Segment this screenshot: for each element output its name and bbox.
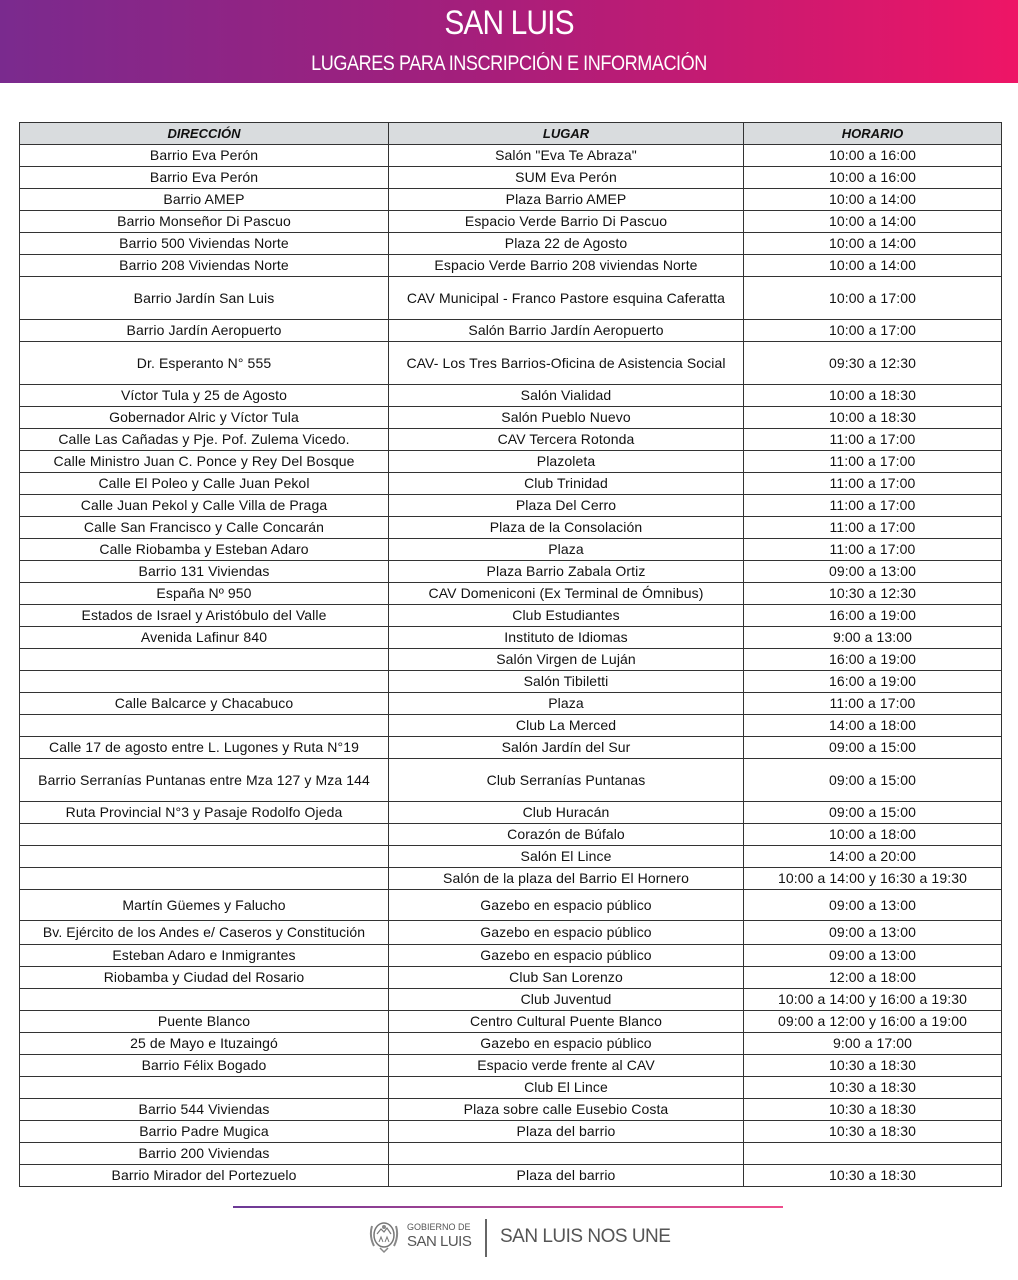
horario-cell: 11:00 a 17:00 <box>744 473 1002 495</box>
direccion-cell: Calle Juan Pekol y Calle Villa de Praga <box>20 495 389 517</box>
horario-cell: 9:00 a 17:00 <box>744 1033 1002 1055</box>
lugar-cell: Instituto de Idiomas <box>389 627 744 649</box>
direccion-cell: Barrio Mirador del Portezuelo <box>20 1165 389 1187</box>
lugar-cell: Plazoleta <box>389 451 744 473</box>
lugar-cell: Club Estudiantes <box>389 605 744 627</box>
column-header-direccion: DIRECCIÓN <box>20 123 389 145</box>
direccion-cell: Calle Balcarce y Chacabuco <box>20 693 389 715</box>
horario-cell: 10:00 a 18:00 <box>744 824 1002 846</box>
direccion-cell: Barrio Eva Perón <box>20 145 389 167</box>
table-row <box>20 802 1002 824</box>
horario-cell: 10:00 a 14:00 <box>744 189 1002 211</box>
table-row <box>20 1099 1002 1121</box>
lugar-cell: Plaza Del Cerro <box>389 495 744 517</box>
table-row <box>20 211 1002 233</box>
horario-cell: 10:00 a 14:00 <box>744 211 1002 233</box>
direccion-cell: Víctor Tula y 25 de Agosto <box>20 385 389 407</box>
table-row <box>20 473 1002 495</box>
horario-cell: 09:00 a 15:00 <box>744 802 1002 824</box>
horario-cell: 10:30 a 18:30 <box>744 1099 1002 1121</box>
table-row <box>20 233 1002 255</box>
lugar-cell: Plaza <box>389 693 744 715</box>
table-row <box>20 868 1002 890</box>
table-row <box>20 945 1002 967</box>
horario-cell: 10:00 a 16:00 <box>744 145 1002 167</box>
lugar-cell: Espacio Verde Barrio 208 viviendas Norte <box>389 255 744 277</box>
direccion-cell: Barrio Jardín Aeropuerto <box>20 320 389 342</box>
direccion-cell: Calle El Poleo y Calle Juan Pekol <box>20 473 389 495</box>
horario-cell: 12:00 a 18:00 <box>744 967 1002 989</box>
coat-of-arms-icon <box>368 1218 400 1254</box>
direccion-cell: Riobamba y Ciudad del Rosario <box>20 967 389 989</box>
lugar-cell: Plaza <box>389 539 744 561</box>
lugar-cell: Club La Merced <box>389 715 744 737</box>
horario-cell: 10:30 a 12:30 <box>744 583 1002 605</box>
direccion-cell: Esteban Adaro e Inmigrantes <box>20 945 389 967</box>
lugar-cell: Centro Cultural Puente Blanco <box>389 1011 744 1033</box>
horario-cell: 14:00 a 18:00 <box>744 715 1002 737</box>
direccion-cell: Barrio 500 Viviendas Norte <box>20 233 389 255</box>
direccion-cell: Barrio Félix Bogado <box>20 1055 389 1077</box>
table-row <box>20 561 1002 583</box>
locations-table <box>19 122 1002 1187</box>
table-row <box>20 1033 1002 1055</box>
lugar-cell <box>389 1143 744 1165</box>
horario-cell: 10:00 a 14:00 <box>744 233 1002 255</box>
table-row <box>20 989 1002 1011</box>
direccion-cell: Barrio Monseñor Di Pascuo <box>20 211 389 233</box>
table-row <box>20 277 1002 320</box>
table-row <box>20 605 1002 627</box>
horario-cell: 10:00 a 17:00 <box>744 320 1002 342</box>
lugar-cell: Plaza del barrio <box>389 1121 744 1143</box>
lugar-cell: Corazón de Búfalo <box>389 824 744 846</box>
table-row <box>20 921 1002 945</box>
horario-cell: 09:00 a 13:00 <box>744 945 1002 967</box>
lugar-cell: Club El Lince <box>389 1077 744 1099</box>
horario-cell: 10:00 a 14:00 <box>744 255 1002 277</box>
table-row <box>20 693 1002 715</box>
lugar-cell: Plaza sobre calle Eusebio Costa <box>389 1099 744 1121</box>
lugar-cell: SUM Eva Perón <box>389 167 744 189</box>
lugar-cell: CAV Domeniconi (Ex Terminal de Ómnibus) <box>389 583 744 605</box>
lugar-cell: Club Huracán <box>389 802 744 824</box>
lugar-cell: Plaza de la Consolación <box>389 517 744 539</box>
horario-cell: 9:00 a 13:00 <box>744 627 1002 649</box>
direccion-cell: Barrio Padre Mugica <box>20 1121 389 1143</box>
table-row <box>20 759 1002 802</box>
lugar-cell: Plaza 22 de Agosto <box>389 233 744 255</box>
lugar-cell: Gazebo en espacio público <box>389 945 744 967</box>
direccion-cell: Barrio AMEP <box>20 189 389 211</box>
horario-cell: 14:00 a 20:00 <box>744 846 1002 868</box>
lugar-cell: Salón Vialidad <box>389 385 744 407</box>
table-row <box>20 715 1002 737</box>
direccion-cell: Gobernador Alric y Víctor Tula <box>20 407 389 429</box>
table-row <box>20 539 1002 561</box>
table-row <box>20 649 1002 671</box>
table-row <box>20 255 1002 277</box>
horario-cell: 09:00 a 13:00 <box>744 561 1002 583</box>
table-row <box>20 824 1002 846</box>
direccion-cell: Calle Ministro Juan C. Ponce y Rey Del Bosque <box>20 451 389 473</box>
horario-cell: 09:00 a 15:00 <box>744 759 1002 802</box>
table-row <box>20 1011 1002 1033</box>
direccion-cell: Calle 17 de agosto entre L. Lugones y Ruta N°19 <box>20 737 389 759</box>
direccion-cell: Barrio 544 Viviendas <box>20 1099 389 1121</box>
table-row <box>20 189 1002 211</box>
horario-cell: 09:30 a 12:30 <box>744 342 1002 385</box>
table-row <box>20 1121 1002 1143</box>
lugar-cell: CAV Tercera Rotonda <box>389 429 744 451</box>
header-banner <box>0 0 1018 83</box>
lugar-cell: Club Juventud <box>389 989 744 1011</box>
lugar-cell: Salón El Lince <box>389 846 744 868</box>
table-row <box>20 846 1002 868</box>
horario-cell: 10:30 a 18:30 <box>744 1121 1002 1143</box>
direccion-cell <box>20 715 389 737</box>
direccion-cell: Calle Riobamba y Esteban Adaro <box>20 539 389 561</box>
lugar-cell: Salón Virgen de Luján <box>389 649 744 671</box>
lugar-cell: CAV Municipal - Franco Pastore esquina Caferatta <box>389 277 744 320</box>
direccion-cell <box>20 649 389 671</box>
lugar-cell: Espacio Verde Barrio Di Pascuo <box>389 211 744 233</box>
lugar-cell: Plaza del barrio <box>389 1165 744 1187</box>
direccion-cell: Calle Las Cañadas y Pje. Pof. Zulema Vicedo. <box>20 429 389 451</box>
table-row <box>20 890 1002 921</box>
horario-cell: 09:00 a 12:00 y 16:00 a 19:00 <box>744 1011 1002 1033</box>
direccion-cell: Puente Blanco <box>20 1011 389 1033</box>
lugar-cell: Salón Pueblo Nuevo <box>389 407 744 429</box>
lugar-cell: Espacio verde frente al CAV <box>389 1055 744 1077</box>
lugar-cell: Salón Jardín del Sur <box>389 737 744 759</box>
table-row <box>20 167 1002 189</box>
direccion-cell: Avenida Lafinur 840 <box>20 627 389 649</box>
direccion-cell: 25 de Mayo e Ituzaingó <box>20 1033 389 1055</box>
table-row <box>20 407 1002 429</box>
horario-cell: 09:00 a 13:00 <box>744 890 1002 921</box>
direccion-cell: Barrio Eva Perón <box>20 167 389 189</box>
table-row <box>20 495 1002 517</box>
horario-cell: 10:00 a 18:30 <box>744 385 1002 407</box>
table-row <box>20 451 1002 473</box>
lugar-cell: Club Serranías Puntanas <box>389 759 744 802</box>
table-row <box>20 320 1002 342</box>
lugar-cell: CAV- Los Tres Barrios-Oficina de Asistencia Social <box>389 342 744 385</box>
lugar-cell: Club San Lorenzo <box>389 967 744 989</box>
horario-cell: 10:30 a 18:30 <box>744 1165 1002 1187</box>
horario-cell: 10:00 a 16:00 <box>744 167 1002 189</box>
direccion-cell: Barrio 208 Viviendas Norte <box>20 255 389 277</box>
direccion-cell: Estados de Israel y Aristóbulo del Valle <box>20 605 389 627</box>
lugar-cell: Salón de la plaza del Barrio El Hornero <box>389 868 744 890</box>
lugar-cell: Salón Tibiletti <box>389 671 744 693</box>
lugar-cell: Club Trinidad <box>389 473 744 495</box>
direccion-cell: Barrio Serranías Puntanas entre Mza 127 y Mza 144 <box>20 759 389 802</box>
direccion-cell <box>20 671 389 693</box>
footer-slogan: SAN LUIS NOS UNE <box>500 1226 671 1247</box>
lugar-cell: Salón Barrio Jardín Aeropuerto <box>389 320 744 342</box>
table-row <box>20 583 1002 605</box>
page-title: SAN LUIS <box>444 4 574 42</box>
horario-cell: 11:00 a 17:00 <box>744 517 1002 539</box>
horario-cell: 10:00 a 18:30 <box>744 407 1002 429</box>
table-row <box>20 429 1002 451</box>
horario-cell <box>744 1143 1002 1165</box>
lugar-cell: Plaza Barrio AMEP <box>389 189 744 211</box>
column-header-horario: HORARIO <box>744 123 1002 145</box>
horario-cell: 09:00 a 13:00 <box>744 921 1002 945</box>
horario-cell: 16:00 a 19:00 <box>744 605 1002 627</box>
horario-cell: 10:00 a 17:00 <box>744 277 1002 320</box>
horario-cell: 16:00 a 19:00 <box>744 671 1002 693</box>
table-row <box>20 517 1002 539</box>
direccion-cell <box>20 824 389 846</box>
horario-cell: 10:30 a 18:30 <box>744 1077 1002 1099</box>
table-row <box>20 342 1002 385</box>
lugar-cell: Gazebo en espacio público <box>389 921 744 945</box>
direccion-cell: Bv. Ejército de los Andes e/ Caseros y Constitución <box>20 921 389 945</box>
lugar-cell: Salón "Eva Te Abraza" <box>389 145 744 167</box>
direccion-cell: Calle San Francisco y Calle Concarán <box>20 517 389 539</box>
table-row <box>20 385 1002 407</box>
direccion-cell <box>20 846 389 868</box>
column-header-lugar: LUGAR <box>389 123 744 145</box>
direccion-cell: Barrio 200 Viviendas <box>20 1143 389 1165</box>
direccion-cell: España Nº 950 <box>20 583 389 605</box>
table-row <box>20 671 1002 693</box>
table-row <box>20 737 1002 759</box>
logo-text-bottom: SAN LUIS <box>407 1233 472 1250</box>
horario-cell: 11:00 a 17:00 <box>744 539 1002 561</box>
page-subtitle: LUGARES PARA INSCRIPCIÓN E INFORMACIÓN <box>311 52 707 75</box>
horario-cell: 11:00 a 17:00 <box>744 693 1002 715</box>
table-row <box>20 145 1002 167</box>
direccion-cell <box>20 989 389 1011</box>
table-row <box>20 1165 1002 1187</box>
horario-cell: 10:00 a 14:00 y 16:30 a 19:30 <box>744 868 1002 890</box>
direccion-cell <box>20 868 389 890</box>
horario-cell: 10:30 a 18:30 <box>744 1055 1002 1077</box>
table-row <box>20 967 1002 989</box>
table-row <box>20 1055 1002 1077</box>
table-row <box>20 627 1002 649</box>
footer-divider-line <box>233 1206 783 1208</box>
direccion-cell: Ruta Provincial N°3 y Pasaje Rodolfo Ojeda <box>20 802 389 824</box>
direccion-cell <box>20 1077 389 1099</box>
lugar-cell: Plaza Barrio Zabala Ortiz <box>389 561 744 583</box>
direccion-cell: Dr. Esperanto N° 555 <box>20 342 389 385</box>
table-row <box>20 1077 1002 1099</box>
logo-text-top: GOBIERNO DE <box>407 1222 471 1232</box>
horario-cell: 11:00 a 17:00 <box>744 495 1002 517</box>
table-row <box>20 1143 1002 1165</box>
direccion-cell: Martín Güemes y Falucho <box>20 890 389 921</box>
horario-cell: 11:00 a 17:00 <box>744 451 1002 473</box>
table-header-row <box>20 123 1002 145</box>
horario-cell: 10:00 a 14:00 y 16:00 a 19:30 <box>744 989 1002 1011</box>
horario-cell: 11:00 a 17:00 <box>744 429 1002 451</box>
footer-separator <box>485 1219 487 1257</box>
direccion-cell: Barrio Jardín San Luis <box>20 277 389 320</box>
horario-cell: 16:00 a 19:00 <box>744 649 1002 671</box>
lugar-cell: Gazebo en espacio público <box>389 1033 744 1055</box>
lugar-cell: Gazebo en espacio público <box>389 890 744 921</box>
horario-cell: 09:00 a 15:00 <box>744 737 1002 759</box>
direccion-cell: Barrio 131 Viviendas <box>20 561 389 583</box>
